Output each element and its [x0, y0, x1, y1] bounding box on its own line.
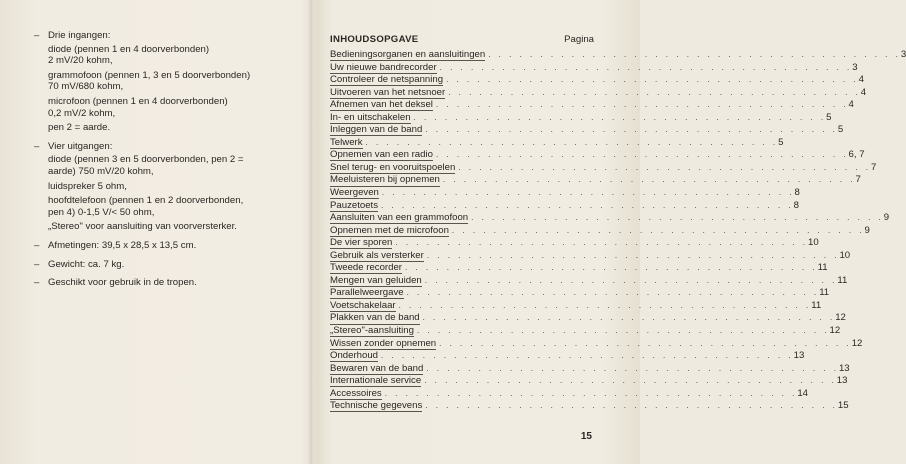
toc-entry: [330, 274, 848, 288]
toc-leader-dots: . . . . . . . . . . . . . . . . . . . . . . . . . . . . . . . . . . . . . . . .: [381, 188, 795, 198]
toc-entry-page: 12: [835, 312, 846, 324]
spec-text-line: diode (pennen 3 en 5 doorverbonden, pen 2 =: [48, 154, 244, 166]
toc-entry-label: De vier sporen: [330, 237, 395, 250]
spec-text-line: „Stereo" voor aansluiting van voorversterker.: [48, 221, 237, 233]
toc-leader-dots: . . . . . . . . . . . . . . . . . . . . . . . . . . . . . . . . . . . . . . . .: [439, 62, 853, 72]
toc-entry-label: Opnemen met de microfoon: [330, 225, 452, 238]
toc-entry-label: „Stereo"-aansluiting: [330, 325, 417, 338]
toc-entry-label: Onderhoud: [330, 350, 381, 363]
toc-entry-label: Technische gegevens: [330, 400, 425, 413]
toc-list: [330, 49, 906, 413]
toc-leader-dots: . . . . . . . . . . . . . . . . . . . . . . . . . . . . . . . . . . . . . . . .: [458, 162, 871, 172]
toc-entry: [330, 124, 844, 137]
toc-entry-label: Meeluisteren bij opnemen: [330, 174, 443, 187]
book-spine: [308, 0, 314, 464]
toc-leader-dots: . . . . . . . . . . . . . . . . . . . . . . . . . . . . . . . . . . . . . . . .: [398, 300, 812, 310]
spec-item: [34, 240, 294, 252]
toc-entry: [330, 299, 822, 313]
toc-entry: [330, 337, 863, 351]
toc-entry-page: 9: [864, 224, 870, 236]
table-of-contents: [330, 34, 906, 413]
toc-entry: [330, 224, 870, 238]
spec-subitem: [48, 70, 294, 93]
toc-entry: [330, 400, 849, 413]
toc-entry-page: 5: [778, 136, 784, 148]
toc-entry-label: Pauzetoets: [330, 200, 381, 213]
spec-dash: –: [34, 30, 40, 41]
toc-entry: [330, 161, 877, 175]
toc-entry-page: 4: [848, 99, 854, 111]
spec-dash: –: [34, 140, 40, 152]
toc-leader-dots: . . . . . . . . . . . . . . . . . . . . . . . . . . . . . . . . . . . . . . . .: [448, 87, 861, 97]
toc-leader-dots: . . . . . . . . . . . . . . . . . . . . . . . . . . . . . . . . . . . . . . . .: [384, 388, 798, 398]
spec-text-line: microfoon (pennen 1 en 4 doorverbonden): [48, 95, 228, 107]
toc-entry: [330, 136, 784, 150]
toc-entry: [330, 262, 828, 275]
toc-entry-label: Controleer de netspanning: [330, 74, 446, 87]
spec-heading: Gewicht: ca. 7 kg.: [48, 258, 125, 270]
toc-header: [330, 34, 594, 48]
toc-entry-page: 12: [829, 325, 841, 337]
toc-entry-label: Telwerk: [330, 137, 366, 150]
toc-leader-dots: . . . . . . . . . . . . . . . . . . . . . . . . . . . . . . . . . . . . . . . .: [435, 100, 849, 110]
toc-entry-page: 5: [826, 111, 832, 123]
spec-item: [34, 30, 294, 134]
toc-entry-page: 10: [807, 237, 819, 249]
spec-subitem: [48, 221, 294, 233]
toc-leader-dots: . . . . . . . . . . . . . . . . . . . . . . . . . . . . . . . . . . . . . . . .: [425, 125, 838, 135]
toc-leader-dots: . . . . . . . . . . . . . . . . . . . . . . . . . . . . . . . . . . . . . . . .: [406, 288, 820, 298]
toc-entry-page: 3: [900, 49, 906, 60]
toc-entry-page: 4: [858, 74, 865, 86]
toc-entry-page: 13: [836, 375, 848, 387]
toc-entry-page: 14: [797, 387, 808, 399]
toc-entry: [330, 287, 830, 300]
toc-title: INHOUDSOPGAVE: [330, 34, 419, 45]
toc-page-column-header: Pagina: [564, 34, 594, 45]
toc-leader-dots: . . . . . . . . . . . . . . . . . . . . . . . . . . . . . . . . . . . . . . . .: [413, 112, 827, 122]
toc-entry-page: 6, 7: [848, 149, 865, 161]
page-number: 15: [580, 431, 592, 442]
toc-entry-label: Wissen zonder opnemen: [330, 338, 439, 351]
spec-subitem: [48, 154, 294, 177]
toc-entry: [330, 149, 865, 162]
spec-text-line: pen 4) 0-1,5 V/< 50 ohm,: [48, 206, 155, 218]
spec-text-line: 0,2 mV/2 kohm,: [48, 107, 116, 119]
toc-entry-page: 4: [860, 86, 867, 98]
spec-text-line: aarde) 750 mV/20 kohm,: [48, 165, 154, 177]
spec-subitem: [48, 122, 294, 134]
spec-heading: Drie ingangen:: [48, 30, 111, 41]
toc-leader-dots: . . . . . . . . . . . . . . . . . . . . . . . . . . . . . . . . . . . . . . . .: [395, 238, 808, 248]
toc-entry-label: Afnemen van het deksel: [330, 99, 436, 112]
toc-entry: [330, 249, 851, 263]
spec-text-line: pen 2 = aarde.: [48, 122, 111, 134]
toc-entry-label: Internationale service: [330, 375, 424, 388]
toc-entry-label: In- en uitschakelen: [330, 112, 414, 125]
toc-leader-dots: . . . . . . . . . . . . . . . . . . . . . . . . . . . . . . . . . . . . . . . .: [424, 275, 838, 285]
spec-dash: –: [34, 277, 40, 289]
spec-text-line: 2 mV/20 kohm,: [48, 55, 113, 67]
toc-entry-page: 11: [817, 262, 828, 274]
toc-entry-label: Aansluiten van een grammofoon: [330, 212, 471, 225]
spec-heading: Afmetingen: 39,5 x 28,5 x 13,5 cm.: [48, 239, 197, 251]
toc-entry-label: Gebruik als versterker: [330, 250, 427, 263]
spec-subitem: [48, 96, 294, 119]
toc-entry-label: Uitvoeren van het netsnoer: [330, 87, 448, 100]
technical-specs-page: [34, 30, 294, 296]
toc-entry-page: 13: [793, 350, 805, 362]
toc-entry: [330, 187, 800, 200]
toc-entry-page: 7: [870, 161, 877, 173]
toc-leader-dots: . . . . . . . . . . . . . . . . . . . . . . . . . . . . . . . . . . . . . . . .: [381, 351, 794, 361]
toc-entry-label: Weergeven: [330, 187, 382, 200]
toc-leader-dots: . . . . . . . . . . . . . . . . . . . . . . . . . . . . . . . . . . . . . . . .: [435, 150, 849, 160]
toc-entry: [330, 61, 858, 75]
toc-entry: [330, 212, 890, 225]
toc-leader-dots: . . . . . . . . . . . . . . . . . . . . . . . . . . . . . . . . . . . . . . . .: [451, 225, 865, 235]
toc-entry: [330, 387, 808, 401]
spec-subitem: [48, 181, 294, 193]
toc-leader-dots: . . . . . . . . . . . . . . . . . . . . . . . . . . . . . . . . . . . . . . . .: [405, 263, 818, 273]
toc-entry-label: Bewaren van de band: [330, 363, 426, 376]
toc-entry: [330, 375, 848, 388]
toc-leader-dots: . . . . . . . . . . . . . . . . . . . . . . . . . . . . . . . . . . . . . . . .: [426, 250, 840, 260]
toc-entry-page: 8: [794, 187, 800, 199]
toc-leader-dots: . . . . . . . . . . . . . . . . . . . . . . . . . . . . . . . . . . . . . . . .: [425, 401, 838, 411]
toc-leader-dots: . . . . . . . . . . . . . . . . . . . . . . . . . . . . . . . . . . . . . . . .: [422, 313, 836, 323]
toc-entry: [330, 74, 865, 87]
toc-entry: [330, 86, 867, 100]
toc-entry: [330, 174, 861, 187]
toc-entry: [330, 325, 841, 338]
spec-item: [34, 277, 294, 289]
toc-entry-label: Snel terug- en vooruitspoelen: [330, 162, 458, 175]
spec-subitem: [48, 44, 294, 67]
toc-leader-dots: . . . . . . . . . . . . . . . . . . . . . . . . . . . . . . . . . . . . . . . .: [424, 376, 837, 386]
toc-entry-page: 8: [793, 199, 799, 211]
toc-entry-label: Accessoires: [330, 388, 385, 401]
toc-entry-label: Bedieningsorganen en aansluitingen: [330, 49, 488, 62]
spec-item: [34, 141, 294, 233]
toc-entry: [330, 350, 805, 363]
spec-subitem: [48, 195, 294, 218]
toc-leader-dots: . . . . . . . . . . . . . . . . . . . . . . . . . . . . . . . . . . . . . . . .: [442, 175, 856, 185]
spec-dash: –: [34, 258, 40, 270]
toc-leader-dots: . . . . . . . . . . . . . . . . . . . . . . . . . . . . . . . . . . . . . . . .: [446, 75, 859, 85]
toc-entry-page: 11: [819, 287, 830, 299]
spec-text-line: 70 mV/680 kohm,: [48, 81, 124, 93]
spec-item: [34, 259, 294, 271]
spec-dash: –: [34, 239, 40, 251]
spec-text-line: diode (pennen 1 en 4 doorverbonden): [48, 43, 210, 55]
toc-entry-page: 9: [883, 212, 890, 224]
toc-leader-dots: . . . . . . . . . . . . . . . . . . . . . . . . . . . . . . . . . . . . . . . .: [381, 200, 794, 210]
toc-entry-page: 5: [837, 124, 844, 136]
toc-entry-label: Inleggen van de band: [330, 124, 425, 137]
spec-text-line: luidspreker 5 ohm,: [48, 180, 127, 192]
toc-entry: [330, 237, 819, 250]
toc-leader-dots: . . . . . . . . . . . . . . . . . . . . . . . . . . . . . . . . . . . . . . . .: [471, 213, 884, 223]
toc-entry-page: 10: [839, 249, 851, 261]
toc-entry-page: 13: [838, 362, 850, 374]
spec-heading: Geschikt voor gebruik in de tropen.: [48, 277, 197, 289]
toc-entry-page: 11: [811, 299, 822, 311]
toc-entry-page: 15: [837, 400, 849, 412]
toc-entry-page: 12: [851, 337, 863, 349]
toc-leader-dots: . . . . . . . . . . . . . . . . . . . . . . . . . . . . . . . . . . . . . . . .: [488, 50, 901, 59]
toc-entry-label: Tweede recorder: [330, 262, 405, 275]
toc-leader-dots: . . . . . . . . . . . . . . . . . . . . . . . . . . . . . . . . . . . . . . . .: [416, 326, 830, 336]
toc-entry-label: Uw nieuwe bandrecorder: [330, 62, 440, 75]
toc-entry-label: Parallelweergave: [330, 287, 407, 300]
toc-entry-label: Mengen van geluiden: [330, 275, 425, 288]
spec-text-line: grammofoon (pennen 1, 3 en 5 doorverbonden): [48, 69, 251, 81]
toc-entry-page: 11: [837, 274, 848, 286]
spec-heading: Vier uitgangen:: [48, 140, 113, 152]
toc-entry: [330, 199, 799, 213]
toc-leader-dots: . . . . . . . . . . . . . . . . . . . . . . . . . . . . . . . . . . . . . . . .: [365, 137, 779, 147]
toc-entry-page: 7: [855, 174, 861, 186]
toc-entry: [330, 312, 846, 325]
toc-entry: [330, 362, 850, 376]
toc-entry-page: 3: [852, 61, 858, 73]
toc-leader-dots: . . . . . . . . . . . . . . . . . . . . . . . . . . . . . . . . . . . . . . . .: [439, 338, 852, 348]
toc-entry: [330, 99, 854, 112]
toc-entry-label: Plakken van de band: [330, 312, 423, 325]
toc-entry: [330, 111, 832, 125]
toc-leader-dots: . . . . . . . . . . . . . . . . . . . . . . . . . . . . . . . . . . . . . . . .: [426, 363, 839, 373]
spec-text-line: hoofdtelefoon (pennen 1 en 2 doorverbonden,: [48, 195, 244, 207]
toc-entry-label: Opnemen van een radio: [330, 149, 436, 162]
toc-entry-label: Voetschakelaar: [330, 300, 399, 313]
toc-entry: [330, 49, 906, 62]
